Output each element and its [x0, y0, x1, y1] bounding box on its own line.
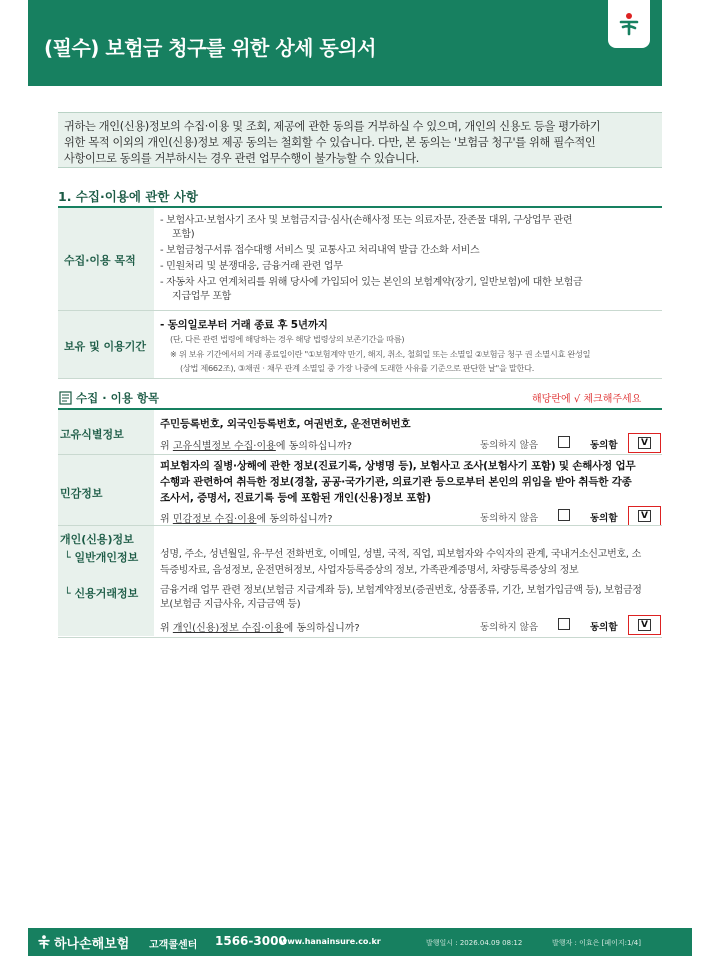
- purpose-line: 지급업무 포함: [172, 291, 232, 302]
- purpose-line: 포함): [172, 229, 195, 240]
- check-hint: 해당란에 √ 체크해주세요: [532, 394, 642, 405]
- footer-issuer: 발행자 : 이효은 [페이지:1/4]: [552, 939, 641, 947]
- intro-line: 귀하는 개인(신용)정보의 수집·이용 및 조회, 제공에 관한 동의를 거부하실 수 있으며, 개인의 신용도 등을 평가하기: [64, 120, 601, 133]
- check-mark: V: [638, 437, 651, 449]
- unique-question: 위 고유식별정보 수집·이용에 동의하십니까?: [160, 441, 352, 452]
- sensitive-agree-label: 동의함: [590, 513, 618, 524]
- purpose-line: - 보험금청구서류 접수대행 서비스 및 교통사고 처리내역 발급 간소화 서비스: [160, 245, 480, 256]
- document-icon: [59, 390, 72, 409]
- general-line: 득증빙자료, 음성정보, 운전면허정보, 사업자등록증상의 정보, 가족관계증명서, 차량등록증상의 정보: [160, 565, 579, 576]
- footer-phone: 1566-3000: [215, 934, 287, 948]
- general-line: 성명, 주소, 성년월일, 유·무선 전화번호, 이메일, 성별, 국적, 직업, 피보험자와 수익자의 관계, 국내거소신고번호, 소: [160, 549, 641, 560]
- unique-disagree-label: 동의하지 않음: [480, 440, 539, 451]
- check-mark: V: [638, 510, 651, 522]
- footer-issued: 발행일시 : 2026.04.09 08:12: [426, 939, 523, 947]
- purpose-line: - 보험사고·보험사기 조사 및 보험금지급·심사(손해사정 또는 의료자문, 잔존물 대위, 구상업무 관련: [160, 215, 573, 226]
- credit-line: 금융거래 업무 관련 정보(보험금 지급계좌 등), 보험계약정보(증권번호, 상품종류, 기간, 보험가입금액 등), 보험금정: [160, 585, 642, 596]
- sensitive-agree-checkbox[interactable]: [628, 506, 661, 526]
- retention-note: (단, 다른 관련 법령에 해당하는 경우 해당 법령상의 보존기간을 따름): [170, 334, 405, 344]
- personal-question: 위 개인(신용)정보 수집·이용에 동의하십니까?: [160, 623, 360, 634]
- personal-label: 개인(신용)정보: [60, 533, 134, 546]
- page-title: (필수) 보험금 청구를 위한 상세 동의서: [44, 36, 376, 60]
- page-footer: [28, 928, 692, 956]
- purpose-line: - 자동차 사고 연계처리를 위해 당사에 가입되어 있는 본인의 보험계약(장기, 일반보험)에 대한 보험금: [160, 277, 583, 288]
- sensitive-question: 위 민감정보 수집·이용에 동의하십니까?: [160, 514, 333, 525]
- personal-sub-general: └ 일반개인정보: [64, 551, 139, 564]
- retention-note: ※ 위 보유 기간에서의 거래 종료일이란 "①보험계약 만기, 해지, 취소, 철회일 또는 소멸일 ②보험금 청구 권 소멸시효 완성일: [170, 349, 591, 359]
- items-title: 수집 · 이용 항목: [76, 391, 160, 405]
- sensitive-label: 민감정보: [60, 487, 103, 500]
- row-divider: [58, 378, 662, 379]
- sensitive-disagree-checkbox[interactable]: [558, 509, 570, 521]
- unique-label: 고유식별정보: [60, 428, 124, 441]
- hana-logo-icon: [36, 934, 52, 954]
- section-title: 1. 수집·이용에 관한 사항: [58, 189, 198, 204]
- page-header: [28, 0, 662, 86]
- purpose-label: 수집·이용 목적: [64, 254, 136, 267]
- hana-logo-icon: [608, 0, 650, 48]
- footer-website[interactable]: www.hanainsure.co.kr: [280, 937, 381, 946]
- sensitive-line: 피보험자의 질병·상해에 관한 정보(진료기록, 상병명 등), 보험사고 조사(보험사기 포함) 및 손해사정 업무: [160, 460, 636, 472]
- sensitive-line: 조사서, 증명서, 진료기록 등에 포함된 개인(신용)정보 포함): [160, 492, 431, 504]
- sensitive-disagree-label: 동의하지 않음: [480, 513, 539, 524]
- unique-agree-label: 동의함: [590, 440, 618, 451]
- retention-note: (상법 제662조), ③채권 · 채무 관계 소멸일 중 가장 나중에 도래한 사유를 기준으로 판단한 날"을 말한다.: [180, 363, 535, 373]
- retention-label: 보유 및 이용기간: [64, 340, 147, 353]
- unique-content: 주민등록번호, 외국인등록번호, 여권번호, 운전면허번호: [160, 418, 411, 430]
- intro-line: 위한 목적 이외의 개인(신용)정보 제공 동의는 철회할 수 있습니다. 다만, 본 동의는 '보험금 청구'를 위해 필수적인: [64, 136, 596, 149]
- footer-callcenter-label: 고객콜센터: [149, 940, 198, 951]
- personal-disagree-checkbox[interactable]: [558, 618, 570, 630]
- personal-agree-checkbox[interactable]: [628, 615, 661, 635]
- sensitive-line: 수행과 관련하여 취득한 정보(경찰, 공공·국가기관, 의료기관 등으로부터 본인의 위임을 받아 취득한 각종: [160, 476, 632, 488]
- check-mark: V: [638, 619, 651, 631]
- intro-box: [58, 112, 662, 168]
- purpose-line: - 민원처리 및 분쟁대응, 금융거래 관련 업무: [160, 261, 343, 272]
- credit-line: 보(보험금 지급사유, 지급금액 등): [160, 599, 301, 610]
- footer-brand: 하나손해보험: [54, 937, 130, 952]
- personal-sub-credit: └ 신용거래정보: [64, 587, 139, 600]
- retention-main: - 동의일로부터 거래 종료 후 5년까지: [160, 319, 328, 331]
- unique-agree-checkbox[interactable]: [628, 433, 661, 453]
- intro-line: 사항이므로 동의를 거부하시는 경우 관련 업무수행이 불가능할 수 있습니다.: [64, 152, 420, 165]
- unique-disagree-checkbox[interactable]: [558, 436, 570, 448]
- personal-disagree-label: 동의하지 않음: [480, 622, 539, 633]
- personal-agree-label: 동의함: [590, 622, 618, 633]
- row-divider: [58, 637, 662, 638]
